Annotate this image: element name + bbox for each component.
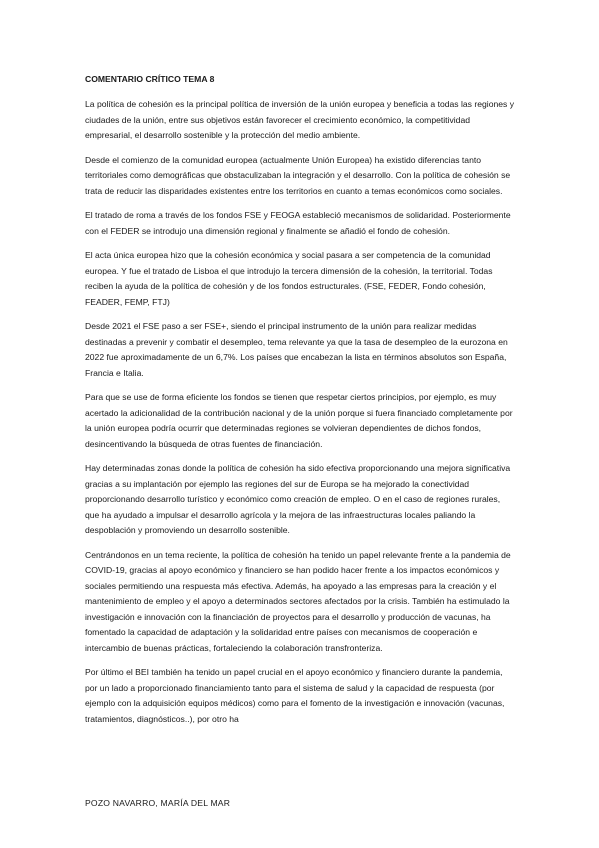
document-title: COMENTARIO CRÍTICO TEMA 8 <box>85 74 215 84</box>
document-body <box>85 74 515 736</box>
paragraph-3: El tratado de roma a través de los fondos FSE y FEOGA estableció mecanismos de solidaridad. Posteriormente con el FEDER se introdujo una dimensión regional y finalmente se añadió el fondo de cohesión. <box>85 210 511 236</box>
paragraph-6: Para que se use de forma eficiente los fondos se tienen que respetar ciertos principios, por ejemplo, es muy acertado la adicionalidad de la contribución nacional y de la unión porque si fuera financiado completamente por la unión europea podría ocurrir que determinadas regiones se volvieran dependientes de dichos fondos, desincentivando la búsqueda de otras fuentes de financiación. <box>85 392 513 449</box>
paragraph-2: Desde el comienzo de la comunidad europea (actualmente Unión Europea) ha existido diferencias tanto territoriales como demográficas que obstaculizaban la integración y el desarrollo. Con la política de cohesión se trata de reducir las disparidades existentes entre los territorios en cuanto a temas económicos como sociales. <box>85 154 511 196</box>
paragraph-9: Por último el BEI también ha tenido un papel crucial en el apoyo económico y financiero durante la pandemia, por un lado a proporcionado financiamiento tanto para el sistema de salud y la capacidad de respuesta (por ejemplo con la adquisición equipos médicos) como para el fomento de la investigación e innovación (vacunas, tratamientos, diagnósticos..), por otro ha <box>85 667 505 724</box>
paragraph-5: Desde 2021 el FSE paso a ser FSE+, siendo el principal instrumento de la unión para realizar medidas destinadas a prevenir y combatir el desempleo, tema relevante ya que la tasa de desempleo de la eurozona en 2022 fue aproximadamente de un 6,7%. Los países que encabezan la lista en términos absolutos son España, Francia e Italia. <box>85 321 508 378</box>
paragraph-4: El acta única europea hizo que la cohesión económica y social pasara a ser competencia de la comunidad europea. Y fue el tratado de Lisboa el que introdujo la tercera dimensión de la cohesión, la territorial. Todas reciben la ayuda de la política de cohesión y de los fondos estructurales. (FSE, FEDER, Fondo cohesión, FEADER, FEMP, FTJ) <box>85 250 493 307</box>
paragraph-7: Hay determinadas zonas donde la política de cohesión ha sido efectiva proporcionando una mejora significativa gracias a su implantación por ejemplo las regiones del sur de Europa se ha mejorado la conectividad proporcionando desarrollo turístico y económico como creación de empleo. O en el caso de regiones rurales, que ha ayudado a impulsar el desarrollo agrícola y la mejora de las infraestructuras locales paliando la despoblación y promoviendo un desarrollo sostenible. <box>85 463 511 535</box>
paragraph-1: La política de cohesión es la principal política de inversión de la unión europea y beneficia a todas las regiones y ciudades de la unión, entre sus objetivos están favorecer el crecimiento económico, la competitividad empresarial, el desarrollo sostenible y la protección del medio ambiente. <box>85 99 515 140</box>
author-footer: POZO NAVARRO, MARÍA DEL MAR <box>85 798 231 808</box>
paragraph-8: Centrándonos en un tema reciente, la política de cohesión ha tenido un papel relevante frente a la pandemia de COVID-19, gracias al apoyo económico y financiero se han podido hacer frente a los impactos económicos y sociales permitiendo una respuesta más efectiva. Además, ha apoyado a las empresas para la creación y el mantenimiento de empleo y el apoyo a determinados sectores afectados por la crisis. También ha estimulado la investigación e innovación con la financiación de proyectos para el desarrollo y producción de vacunas, ha fomentado la capacidad de adaptación y la solidaridad entre países con mecanismos de cooperación e intercambio de buenas prácticas, fortaleciendo la colaboración transfronteriza. <box>85 549 511 653</box>
